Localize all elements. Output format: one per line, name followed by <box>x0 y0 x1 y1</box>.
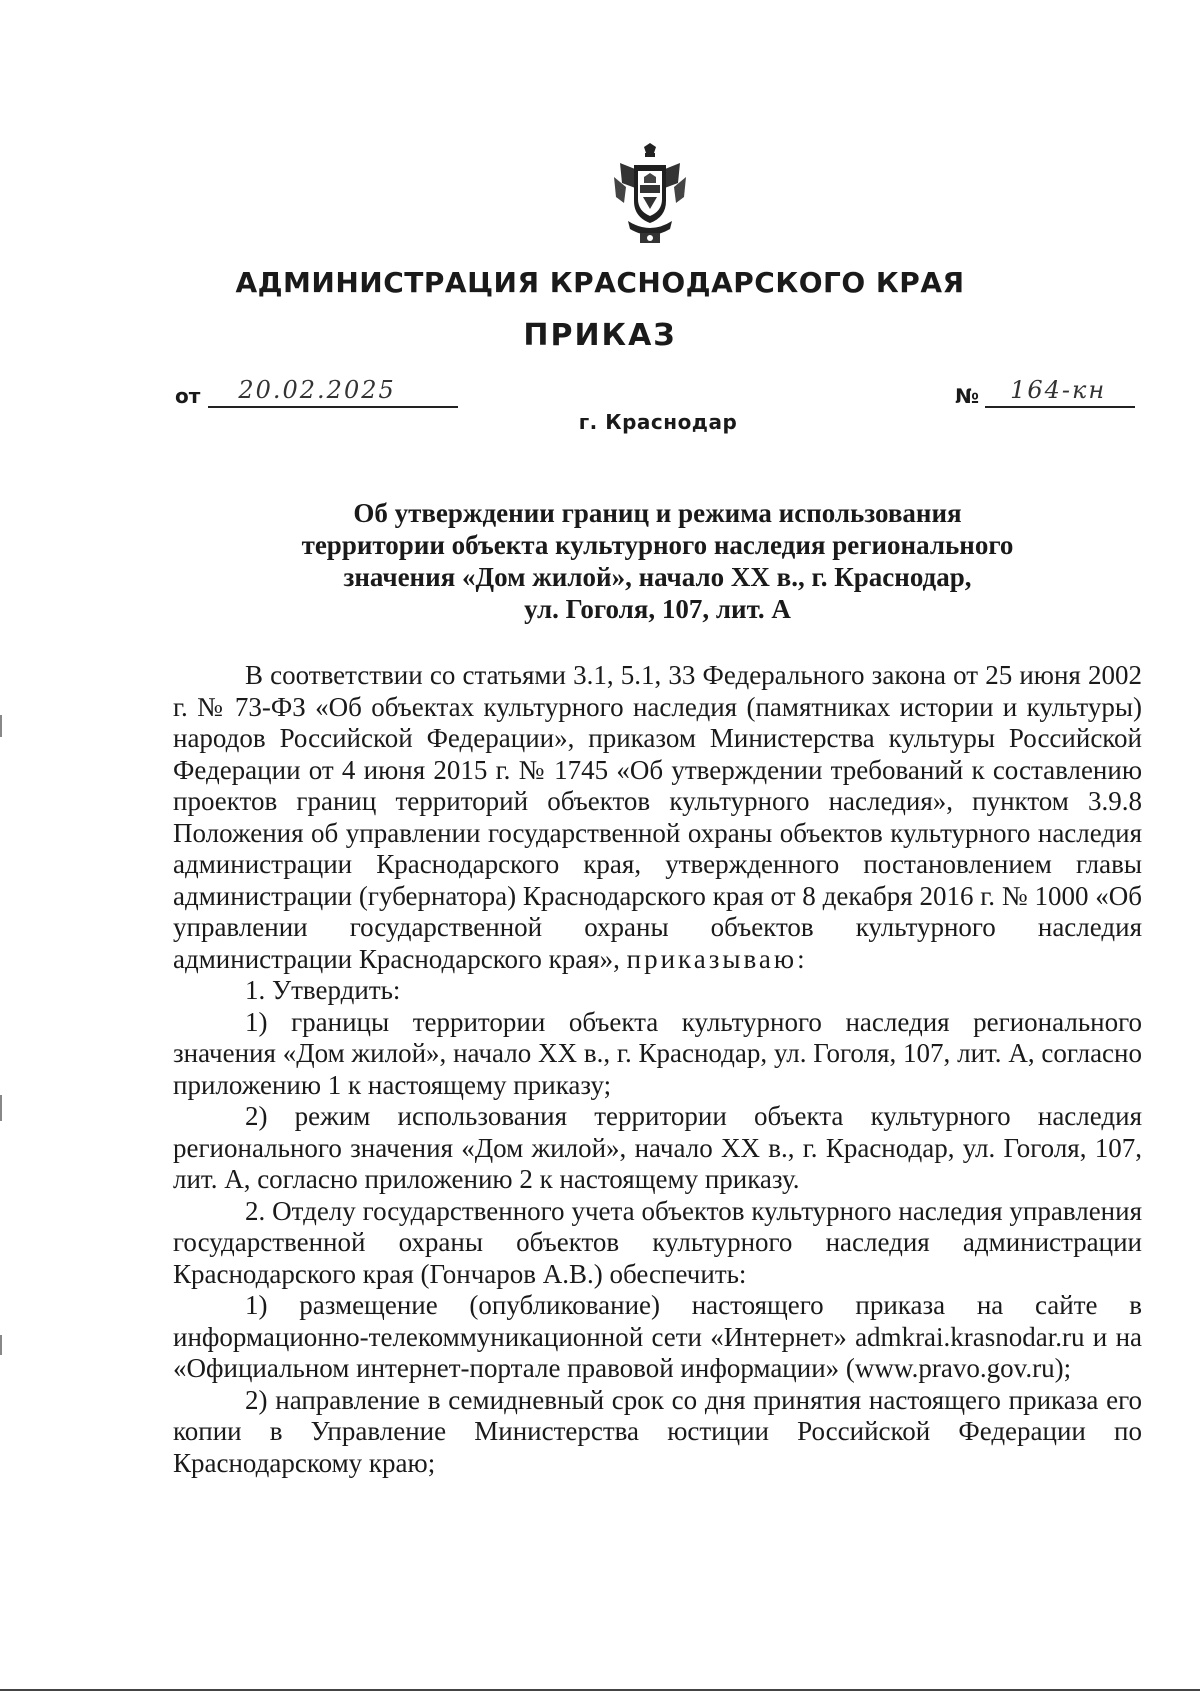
city-label: г. Краснодар <box>578 410 738 434</box>
scan-edge-mark <box>0 715 2 737</box>
number-field <box>955 376 1135 408</box>
date-prefix: от <box>175 384 201 408</box>
title-line: ул. Гоголя, 107, лит. А <box>524 594 791 624</box>
document-type: ПРИКАЗ <box>523 318 677 353</box>
title-line: значения «Дом жилой», начало XX в., г. Краснодар, <box>343 562 972 592</box>
document-body <box>173 660 1142 1479</box>
handwritten-number: 164-кн <box>1010 376 1107 404</box>
clause-1: 1. Утвердить: <box>245 975 401 1005</box>
title-line: Об утверждении границ и режима использования <box>353 498 962 528</box>
scan-edge-mark <box>0 1335 2 1355</box>
clause-1-item-2: 2) режим использования территории объекта культурного наследия регионального значения «Дом жилой», начало XX в., г. Краснодар, ул. Гоголя, 107, лит. А, согласно приложению 2 к настоящему приказу. <box>173 1101 1142 1194</box>
preamble-text: В соответствии со статьями 3.1, 5.1, 33 Федерального закона от 25 июня 2002 г. № 73-ФЗ «Об объектах культурного наследия (памятниках истории и культуры) народов Российской Федерации», приказом Министерства культуры Российской Федерации от 4 июня 2015 г. № 1745 «Об утверждении требований к составлению проектов границ территорий объектов культурного наследия», пунктом 3.9.8 Положения об управлении государственной охраны объектов культурного наследия администрации Краснодарского края, утвержденного постановлением главы администрации (губернатора) Краснодарского края от 8 декабря 2016 г. № 1000 «Об управлении государственной охраны объектов культурного наследия администрации Краснодарского края», <box>173 660 1142 974</box>
scan-bottom-edge <box>0 1689 1200 1691</box>
title-line: территории объекта культурного наследия регионального <box>301 530 1014 560</box>
clause-2-item-1: 1) размещение (опубликование) настоящего приказа на сайте в информационно-телекоммуникационной сети «Интернет» admkrai.krasnodar.ru и на «Официальном интернет-портале правовой информации» (www.pravo.gov.ru); <box>173 1290 1142 1383</box>
number-prefix: № <box>955 384 980 408</box>
document-title <box>200 497 1115 625</box>
scan-edge-mark <box>0 1095 2 1121</box>
organization-name: АДМИНИСТРАЦИЯ КРАСНОДАРСКОГО КРАЯ <box>235 266 965 299</box>
clause-2-item-2: 2) направление в семидневный срок со дня принятия настоящего приказа его копии в Управление Министерства юстиции Российской Федерации по Краснодарскому краю; <box>173 1384 1142 1478</box>
order-word: приказываю: <box>626 943 808 974</box>
date-underline <box>208 376 458 408</box>
clause-2: 2. Отделу государственного учета объектов культурного наследия управления государственной охраны объектов культурного наследия администрации Краснодарского края (Гончаров А.В.) обеспечить: <box>173 1195 1142 1289</box>
preamble-paragraph <box>173 660 1142 975</box>
date-field <box>175 376 458 408</box>
coat-of-arms-emblem <box>610 143 690 245</box>
clause-1-item-1: 1) границы территории объекта культурного наследия регионального значения «Дом жилой», начало XX в., г. Краснодар, ул. Гоголя, 107, лит. А, согласно приложению 1 к настоящему приказу; <box>173 1006 1142 1100</box>
number-underline <box>985 376 1135 408</box>
handwritten-date: 20.02.2025 <box>238 376 396 404</box>
